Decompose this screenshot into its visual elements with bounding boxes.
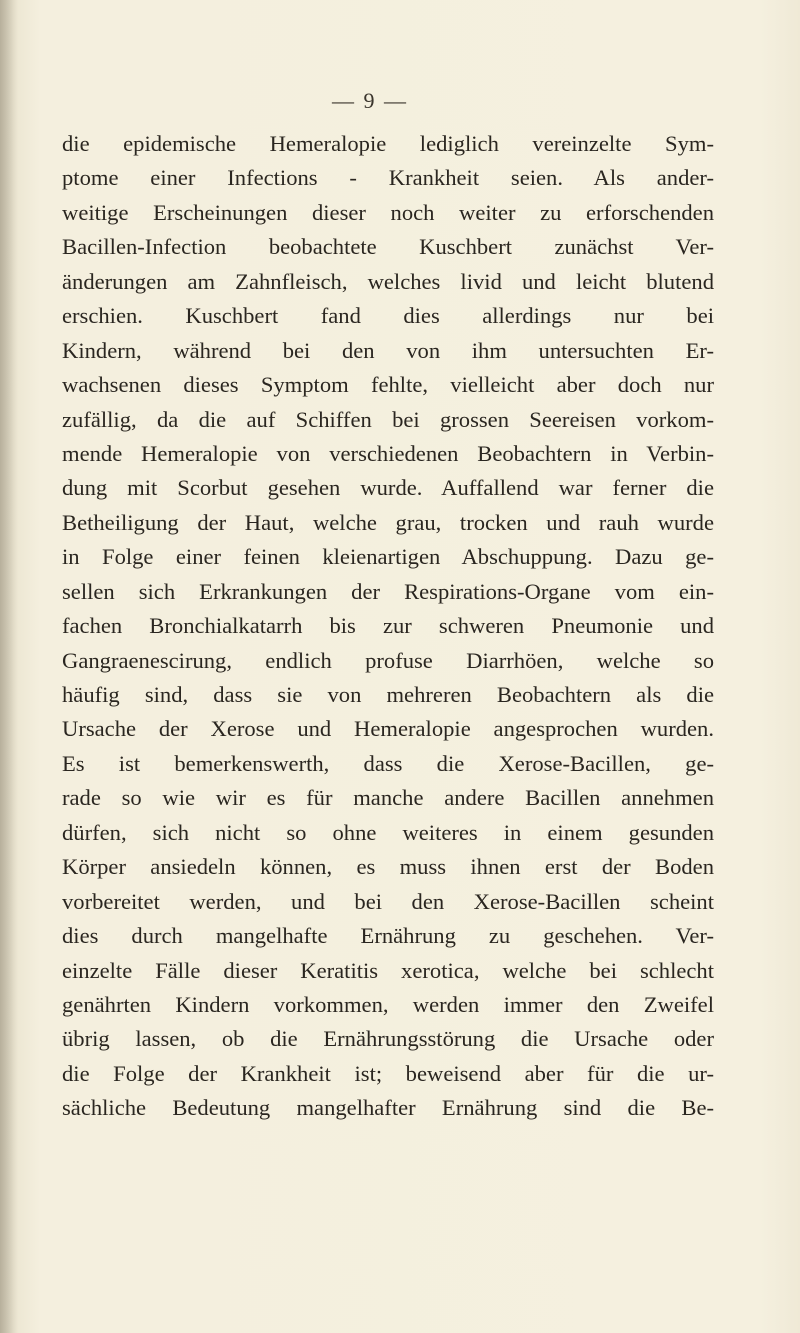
page-number: — 9 — (332, 88, 408, 113)
text-line: Ursache der Xerose und Hemeralopie angesprochen wurden. (62, 716, 714, 742)
text-line: die Folge der Krankheit ist; beweisend aber für die ur- (62, 1060, 714, 1086)
text-line: wachsenen dieses Symptom fehlte, vielleicht aber doch nur (62, 372, 714, 398)
text-line: Bacillen-Infection beobachtete Kuschbert zunächst Ver- (62, 234, 714, 260)
text-line: genährten Kindern vorkommen, werden immer den Zweifel (62, 991, 714, 1017)
text-line: übrig lassen, ob die Ernährungsstörung die Ursache oder (62, 1026, 714, 1052)
text-line: Körper ansiedeln können, es muss ihnen erst der Boden (62, 854, 714, 880)
text-line: sächliche Bedeutung mangelhafter Ernährung sind die Be- (62, 1095, 714, 1121)
text-line: in Folge einer feinen kleienartigen Abschuppung. Dazu ge- (62, 544, 714, 570)
text-line: Betheiligung der Haut, welche grau, trocken und rauh wurde (62, 509, 714, 535)
text-line: dung mit Scorbut gesehen wurde. Auffallend war ferner die (62, 475, 714, 501)
text-line: Es ist bemerkenswerth, dass die Xerose-Bacillen, ge- (62, 750, 714, 776)
text-line: Kindern, während bei den von ihm untersuchten Er- (62, 337, 714, 363)
text-line: häufig sind, dass sie von mehreren Beobachtern als die (62, 682, 714, 707)
text-line: änderungen am Zahnfleisch, welches livid und leicht blutend (62, 268, 714, 294)
text-line: vorbereitet werden, und bei den Xerose-Bacillen scheint (62, 888, 714, 914)
text-line: einzelte Fälle dieser Keratitis xerotica, welche bei schlecht (62, 957, 714, 983)
text-line: sellen sich Erkrankungen der Respirations-Organe vom ein- (62, 578, 714, 604)
text-line: dies durch mangelhafte Ernährung zu geschehen. Ver- (62, 923, 714, 949)
text-line: die epidemische Hemeralopie lediglich vereinzelte Sym- (62, 131, 714, 156)
text-line: ptome einer Infections - Krankheit seien. Als ander- (62, 165, 714, 191)
text-line: mende Hemeralopie von verschiedenen Beobachtern in Verbin- (62, 440, 714, 466)
text-line: erschien. Kuschbert fand dies allerdings nur bei (62, 303, 714, 329)
text-line: fachen Bronchialkatarrh bis zur schweren Pneumonie und (62, 613, 714, 639)
text-line: weitige Erscheinungen dieser noch weiter zu erforschenden (62, 199, 714, 225)
spine-shadow (0, 0, 18, 1333)
text-line: Gangraenescirung, endlich profuse Diarrhöen, welche so (62, 647, 714, 673)
text-line: rade so wie wir es für manche andere Bacillen annehmen (62, 785, 714, 811)
body-text (62, 127, 714, 1126)
text-line: zufällig, da die auf Schiffen bei grossen Seereisen vorkom- (62, 406, 714, 432)
text-line: dürfen, sich nicht so ohne weiteres in einem gesunden (62, 819, 714, 845)
